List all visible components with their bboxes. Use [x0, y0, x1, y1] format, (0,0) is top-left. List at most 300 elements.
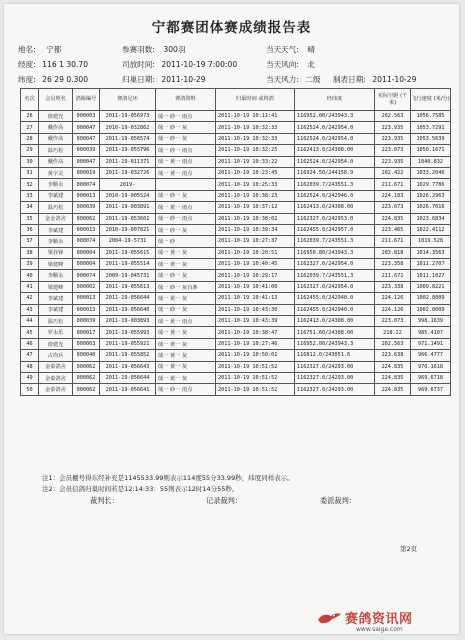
cell-member-name: 戴作高	[39, 156, 73, 167]
results-table-body	[21, 111, 451, 396]
cell-member-name: 李斌建	[39, 304, 73, 315]
cell-foot-ring: 2011-19-055613	[100, 281, 156, 292]
table-row	[21, 202, 451, 213]
cell-coordinates: 1162327.0/242953.0	[295, 213, 375, 224]
cell-speed: 1023.6834	[411, 213, 451, 224]
wind-force-row	[266, 74, 416, 85]
cell-distance: 223.073	[375, 316, 411, 327]
cell-foot-ring: 2011-19-056574	[100, 133, 156, 144]
footer-logo	[316, 608, 413, 627]
cell-coordinates: 116751.60/24308.00	[295, 327, 375, 338]
cell-rank: 27	[21, 122, 39, 133]
cell-ring-code: 000039	[73, 145, 100, 156]
cell-ring-code: 000062	[73, 372, 100, 383]
col-distance: 实际空距 (千米)	[375, 89, 411, 111]
cell-member-name: 黄宇灵	[39, 167, 73, 178]
note-2: 注2：会员信鸽归巢时间若是12:14:33：55则表示12时14分55秒。	[42, 485, 239, 493]
cell-arrival-time: 2011-10-19 10:39:34	[216, 224, 295, 235]
cell-distance: 223.073	[375, 202, 411, 213]
judge-signature: 裁判长：	[90, 496, 119, 505]
cell-ring-code: 000039	[73, 316, 100, 327]
cell-member-name: 李顺永	[39, 236, 73, 247]
weather-row	[266, 44, 315, 55]
cell-foot-ring: 2009-19-045731	[100, 270, 156, 281]
cell-member-name: 古均兵	[39, 350, 73, 361]
cell-pigeon-info: 绒一 黄一 雨点	[156, 167, 216, 178]
cell-speed: 1011.2707	[411, 259, 451, 270]
cell-speed: 1022.4112	[411, 224, 451, 235]
table-row	[21, 361, 451, 372]
table-row	[21, 224, 451, 235]
cell-rank: 36	[21, 224, 39, 235]
table-header-row	[21, 89, 451, 111]
cell-speed: 1011.1027	[411, 270, 451, 281]
cell-pigeon-info: 绒一 砂一 雨点	[156, 145, 216, 156]
cell-foot-ring: 2011-19-003893	[100, 316, 156, 327]
note-1: 注1：会员棚号得东经补充是1145533.99则表示114度55分33.99秒，纬度同样表示。	[42, 474, 294, 482]
cell-member-name: 梁建峰	[39, 259, 73, 270]
table-row	[21, 270, 451, 281]
latitude-row	[18, 74, 88, 85]
cell-foot-ring: 2010-19-007821	[100, 224, 156, 235]
cell-rank: 44	[21, 316, 39, 327]
results-table	[20, 88, 451, 396]
cell-distance: 223.935	[375, 156, 411, 167]
cell-speed: 971.1491	[411, 338, 451, 349]
cell-member-name: 梁谷锋	[39, 247, 73, 258]
cell-rank: 35	[21, 213, 39, 224]
cell-ring-code: 000002	[73, 281, 100, 292]
cell-ring-code: 000062	[73, 384, 100, 395]
cell-ring-code: 000039	[73, 202, 100, 213]
cell-ring-code: 000047	[73, 156, 100, 167]
cell-rank: 41	[21, 281, 39, 292]
table-row	[21, 281, 451, 292]
weather-value: 晴	[307, 45, 315, 54]
longitude-label: 经度:	[18, 60, 36, 69]
cell-foot-ring: 2011-19-055921	[100, 338, 156, 349]
cell-distance: 223.465	[375, 224, 411, 235]
table-row	[21, 236, 451, 247]
entries-row	[122, 44, 185, 55]
weather-label: 当天天气:	[266, 45, 299, 54]
cell-distance: 202.422	[375, 167, 411, 178]
cell-distance: 211.671	[375, 179, 411, 190]
cell-coordinates: 1162524.0/242954.0	[295, 122, 375, 133]
wind-direction-value: 北	[307, 60, 315, 69]
homing-label: 归巢日期:	[122, 75, 155, 84]
place-row	[18, 44, 61, 55]
cell-foot-ring: 2004-19-5731	[100, 236, 156, 247]
table-row	[21, 190, 451, 201]
table-row	[21, 384, 451, 395]
cell-foot-ring: 2011-19-056644	[100, 372, 156, 383]
cell-arrival-time: 2011-10-19 10:27:46	[216, 338, 295, 349]
cell-ring-code: 000019	[73, 167, 100, 178]
cell-distance: 224.183	[375, 190, 411, 201]
cell-pigeon-info: 绒一 砂一 灰	[156, 270, 216, 281]
cell-coordinates: 116812.0/243051.6	[295, 350, 375, 361]
made-date-value: 2011-10-29	[372, 75, 417, 84]
cell-rank: 32	[21, 179, 39, 190]
cell-ring-code: 000004	[73, 259, 100, 270]
table-row	[21, 156, 451, 167]
entries-label: 参赛羽数:	[122, 45, 155, 54]
cell-coordinates: 116950.80/243943.3	[295, 247, 375, 258]
cell-rank: 38	[21, 247, 39, 258]
table-row	[21, 372, 451, 383]
cell-speed: 1014.3563	[411, 247, 451, 258]
cell-pigeon-info: 绒一 砂一 雨点	[156, 111, 216, 122]
cell-rank: 31	[21, 167, 39, 178]
cell-pigeon-info: 绒一 砂一 灰	[156, 133, 216, 144]
cell-distance: 202.563	[375, 111, 411, 122]
cell-speed: 1009.8221	[411, 281, 451, 292]
wind-direction-row	[266, 59, 315, 70]
table-row	[21, 133, 451, 144]
table-row	[21, 179, 451, 190]
table-row	[21, 145, 451, 156]
cell-speed: 966.4777	[411, 350, 451, 361]
cell-ring-code: 000003	[73, 338, 100, 349]
cell-foot-ring: 2011-19-053601	[100, 213, 156, 224]
cell-member-name: 金泰鸽舍	[39, 372, 73, 383]
cell-coordinates: 1162455.0/242940.0	[295, 304, 375, 315]
place-label: 地名:	[18, 45, 36, 54]
cell-arrival-time: 2011-10-19 10:38:47	[216, 327, 295, 338]
cell-member-name: 金泰鸽舍	[39, 361, 73, 372]
cell-ring-code: 000074	[73, 179, 100, 190]
cell-ring-code: 000013	[73, 293, 100, 304]
cell-member-name: 戴作高	[39, 133, 73, 144]
cell-foot-ring: 2011-19-056643	[100, 361, 156, 372]
cell-pigeon-info: 绒一 砂	[156, 236, 216, 247]
col-member-name: 会员姓名	[39, 89, 73, 111]
cell-pigeon-info: 绒一 砂一 灰	[156, 224, 216, 235]
cell-rank: 46	[21, 338, 39, 349]
col-foot-ring: 赛鸽足环	[100, 89, 156, 111]
cell-member-name: 温巧松	[39, 145, 73, 156]
cell-arrival-time: 2011-10-19 10:51:52	[216, 361, 295, 372]
cell-distance: 223.935	[375, 133, 411, 144]
col-pigeon-info: 赛鸽资料	[156, 89, 216, 111]
pigeon-icon	[316, 610, 342, 626]
table-row	[21, 304, 451, 315]
table-row	[21, 327, 451, 338]
cell-rank: 48	[21, 361, 39, 372]
cell-distance: 223.638	[375, 350, 411, 361]
table-row	[21, 293, 451, 304]
cell-member-name: 李斌建	[39, 293, 73, 304]
cell-arrival-time: 2011-10-19 10:33:22	[216, 156, 295, 167]
cell-ring-code: 000004	[73, 247, 100, 258]
cell-coordinates: 1162413.0/24308.00	[295, 316, 375, 327]
cell-rank: 45	[21, 327, 39, 338]
cell-speed: 1050.1671	[411, 145, 451, 156]
cell-arrival-time: 2011-10-19 10:38:23	[216, 190, 295, 201]
report-sheet	[4, 4, 459, 634]
cell-arrival-time: 2011-10-19 10:41:13	[216, 293, 295, 304]
cell-ring-code: 000062	[73, 361, 100, 372]
cell-ring-code: 000017	[73, 327, 100, 338]
cell-member-name: 徐建光	[39, 338, 73, 349]
entries-value: 300羽	[163, 45, 186, 54]
cell-rank: 26	[21, 111, 39, 122]
table-row	[21, 111, 451, 122]
cell-coordinates: 1162524.0/242946.0	[295, 190, 375, 201]
table-row	[21, 338, 451, 349]
cell-pigeon-info: 绒一 砂一 灰	[156, 122, 216, 133]
release-value: 2011-10-19 7:00:00	[161, 60, 238, 69]
wind-force-label: 当天风力:	[266, 75, 299, 84]
cell-coordinates: 1162455.0/242957.0	[295, 224, 375, 235]
cell-speed: 969.6718	[411, 372, 451, 383]
cell-member-name: 金金鸽舍	[39, 213, 73, 224]
cell-speed: 998.1639	[411, 316, 451, 327]
cell-rank: 49	[21, 372, 39, 383]
cell-distance: 211.671	[375, 236, 411, 247]
cell-foot-ring: 2011-19-056641	[100, 384, 156, 395]
col-ring-code: 鸽箍编号	[73, 89, 100, 111]
cell-member-name: 戴作高	[39, 122, 73, 133]
cell-arrival-time: 2011-10-19 10:25:33	[216, 179, 295, 190]
page-number: 第2页	[400, 545, 418, 553]
cell-speed: 970.1618	[411, 361, 451, 372]
cell-pigeon-info: 绒一 黄一 灰	[156, 247, 216, 258]
homing-value: 2011-10-29	[161, 75, 206, 84]
wind-direction-label: 当天风向:	[266, 60, 299, 69]
cell-arrival-time: 2011-10-19 10:43:30	[216, 304, 295, 315]
cell-speed: 969.6737	[411, 384, 451, 395]
cell-speed: 1040.832	[411, 156, 451, 167]
cell-ring-code: 000047	[73, 133, 100, 144]
cell-pigeon-info	[156, 179, 216, 190]
col-rank: 名次	[21, 89, 39, 111]
cell-ring-code: 000013	[73, 190, 100, 201]
footer-url: www.saige.com	[356, 626, 403, 633]
cell-distance: 223.338	[375, 281, 411, 292]
cell-speed: 1002.8009	[411, 293, 451, 304]
cell-ring-code: 000062	[73, 213, 100, 224]
cell-coordinates: 1162327.0/24293.00	[295, 384, 375, 395]
cell-distance: 223.358	[375, 259, 411, 270]
cell-member-name: 李顺永	[39, 270, 73, 281]
cell-pigeon-info: 绒一 黄一 雨点	[156, 316, 216, 327]
cell-distance: 223.935	[375, 122, 411, 133]
cell-foot-ring: 2011-19-011371	[100, 156, 156, 167]
cell-speed: 1026.2963	[411, 190, 451, 201]
cell-distance: 211.671	[375, 270, 411, 281]
cell-distance: 202.563	[375, 338, 411, 349]
cell-speed: 1056.7585	[411, 111, 451, 122]
cell-rank: 30	[21, 156, 39, 167]
cell-distance: 224.835	[375, 213, 411, 224]
cell-member-name: 罗永乐	[39, 327, 73, 338]
cell-distance: 224.835	[375, 384, 411, 395]
cell-speed: 1029.7786	[411, 179, 451, 190]
cell-pigeon-info: 绒一 黄一 灰	[156, 350, 216, 361]
cell-coordinates: 116952.00/243943.3	[295, 338, 375, 349]
cell-distance: 203.818	[375, 247, 411, 258]
cell-pigeon-info: 绒一 黄一 灰	[156, 293, 216, 304]
cell-rank: 42	[21, 293, 39, 304]
cell-coordinates: 1162327.0/242954.0	[295, 281, 375, 292]
cell-speed: 1053.5639	[411, 133, 451, 144]
cell-foot-ring: 2011-19-055514	[100, 259, 156, 270]
cell-coordinates: 116924.50/244158.9	[295, 167, 375, 178]
cell-member-name: 李斌建	[39, 224, 73, 235]
cell-foot-ring: 2011-19-055993	[100, 327, 156, 338]
latitude-value: 26 29 0.300	[42, 75, 89, 84]
release-row	[122, 59, 237, 70]
cell-member-name: 李斌建	[39, 190, 73, 201]
cell-member-name: 梁建峰	[39, 281, 73, 292]
cell-foot-ring: 2010-19-005524	[100, 190, 156, 201]
cell-arrival-time: 2011-10-19 10:32:25	[216, 145, 295, 156]
cell-ring-code: 000074	[73, 236, 100, 247]
cell-rank: 34	[21, 202, 39, 213]
made-date-label: 制表日期:	[332, 75, 366, 84]
cell-pigeon-info: 绒一 黄一 雨点	[156, 156, 216, 167]
cell-arrival-time: 2011-10-19 10:29:17	[216, 270, 295, 281]
cell-member-name: 温巧松	[39, 316, 73, 327]
cell-distance: 218.22	[375, 327, 411, 338]
cell-rank: 37	[21, 236, 39, 247]
cell-speed: 1033.2046	[411, 167, 451, 178]
col-arrival-time: 归巢时间 或终鸽	[216, 89, 295, 111]
cell-coordinates: 1162413.0/24308.00	[295, 145, 375, 156]
cell-speed: 1019.528	[411, 236, 451, 247]
cell-pigeon-info: 绒一 砂一 灰	[156, 190, 216, 201]
longitude-row	[18, 59, 88, 70]
col-speed: 飞行速度 (米/分)	[411, 89, 451, 111]
cell-distance: 224.835	[375, 361, 411, 372]
cell-coordinates: 1162524.0/242954.0	[295, 156, 375, 167]
cell-arrival-time: 2011-10-19 10:23:45	[216, 167, 295, 178]
cell-arrival-time: 2011-10-19 10:51:52	[216, 384, 295, 395]
cell-distance: 223.073	[375, 145, 411, 156]
cell-pigeon-info: 绒一 黄一 灰	[156, 372, 216, 383]
cell-arrival-time: 2011-10-19 10:32:33	[216, 122, 295, 133]
cell-speed: 985.4107	[411, 327, 451, 338]
cell-pigeon-info: 绒一 黄一 灰	[156, 338, 216, 349]
wind-force-value: 二级	[305, 75, 321, 84]
cell-rank: 29	[21, 145, 39, 156]
table-row	[21, 316, 451, 327]
cell-rank: 39	[21, 259, 39, 270]
cell-foot-ring: 2011-19-055796	[100, 145, 156, 156]
cell-rank: 50	[21, 384, 39, 395]
cell-arrival-time: 2011-10-19 10:27:37	[216, 236, 295, 247]
cell-foot-ring: 2011-19-056973	[100, 111, 156, 122]
cell-arrival-time: 2011-10-19 10:40:45	[216, 259, 295, 270]
cell-rank: 40	[21, 270, 39, 281]
table-row	[21, 350, 451, 361]
table-row	[21, 213, 451, 224]
table-row	[21, 122, 451, 133]
cell-foot-ring: 2011-19-003891	[100, 202, 156, 213]
table-row	[21, 247, 451, 258]
cell-rank: 47	[21, 350, 39, 361]
cell-foot-ring: 2011-19-055615	[100, 247, 156, 258]
cell-coordinates: 1162327.0/24293.00	[295, 372, 375, 383]
place-value: 宁都	[46, 45, 62, 54]
cell-coordinates: 1162455.0/242940.0	[295, 293, 375, 304]
table-row	[21, 259, 451, 270]
cell-pigeon-info: 绒一 黄一 雨点	[156, 202, 216, 213]
cell-rank: 28	[21, 133, 39, 144]
cell-coordinates: 1162039.7/243551.3	[295, 270, 375, 281]
latitude-label: 纬度:	[18, 75, 36, 84]
cell-arrival-time: 2011-10-19 10:20:51	[216, 247, 295, 258]
homing-row	[122, 74, 206, 85]
cell-member-name: 李顺永	[39, 179, 73, 190]
cell-ring-code: 000013	[73, 304, 100, 315]
cell-arrival-time: 2011-10-19 10:32:33	[216, 133, 295, 144]
cell-arrival-time: 2011-10-19 10:11:41	[216, 111, 295, 122]
cell-foot-ring: 2010-19-032862	[100, 122, 156, 133]
committee-signature: 委派裁判：	[320, 496, 356, 505]
cell-coordinates: 1162327.0/242954.0	[295, 259, 375, 270]
cell-ring-code: 000047	[73, 122, 100, 133]
cell-distance: 224.126	[375, 304, 411, 315]
cell-foot-ring: 2011-19-032726	[100, 167, 156, 178]
cell-speed: 1002.8009	[411, 304, 451, 315]
cell-ring-code: 000074	[73, 270, 100, 281]
cell-foot-ring: 2011-19-055852	[100, 350, 156, 361]
cell-coordinates: 116952.00/243943.3	[295, 111, 375, 122]
cell-pigeon-info: 绒一 砂一 雨点	[156, 213, 216, 224]
cell-foot-ring: 2011-19-056640	[100, 304, 156, 315]
cell-speed: 1053.7291	[411, 122, 451, 133]
cell-coordinates: 1162413.0/24308.00	[295, 202, 375, 213]
cell-ring-code: 000040	[73, 350, 100, 361]
cell-member-name: 徐建光	[39, 111, 73, 122]
cell-arrival-time: 2011-10-19 10:43:39	[216, 316, 295, 327]
cell-arrival-time: 2011-10-19 10:41:00	[216, 281, 295, 292]
cell-coordinates: 1162039.7/243551.3	[295, 179, 375, 190]
cell-foot-ring: 2019-	[100, 179, 156, 190]
cell-foot-ring: 2011-19-056644	[100, 293, 156, 304]
cell-pigeon-info: 绒一 黄一 灰	[156, 259, 216, 270]
cell-arrival-time: 2011-10-19 10:50:01	[216, 350, 295, 361]
cell-arrival-time: 2011-10-19 10:38:02	[216, 213, 295, 224]
recorder-signature: 记录裁判：	[206, 496, 242, 505]
cell-coordinates: 1162327.0/24293.00	[295, 361, 375, 372]
cell-coordinates: 1162524.0/242954.0	[295, 133, 375, 144]
cell-distance: 224.835	[375, 372, 411, 383]
longitude-value: 116 1 30.70	[42, 60, 89, 69]
cell-arrival-time: 2011-10-19 10:51:52	[216, 372, 295, 383]
cell-ring-code: 000013	[73, 224, 100, 235]
report-title: 宁都赛团体赛成绩报告表	[151, 20, 312, 36]
cell-member-name: 金泰鸽舍	[39, 384, 73, 395]
cell-pigeon-info: 绒一 砂一 灰	[156, 304, 216, 315]
cell-rank: 43	[21, 304, 39, 315]
release-label: 司放时间:	[122, 60, 155, 69]
cell-ring-code: 000003	[73, 111, 100, 122]
cell-speed: 1026.7016	[411, 202, 451, 213]
cell-member-name: 温巧松	[39, 202, 73, 213]
cell-pigeon-info: 绒一 砂一 灰白条	[156, 281, 216, 292]
cell-pigeon-info: 绒一 砂一 雨点	[156, 384, 216, 395]
cell-arrival-time: 2011-10-19 10:37:12	[216, 202, 295, 213]
cell-rank: 33	[21, 190, 39, 201]
col-coordinates: 经纬度	[295, 89, 375, 111]
cell-pigeon-info: 绒一 黄一 灰	[156, 327, 216, 338]
cell-pigeon-info: 绒一 黄一 灰	[156, 361, 216, 372]
cell-coordinates: 1162039.7/243551.3	[295, 236, 375, 247]
